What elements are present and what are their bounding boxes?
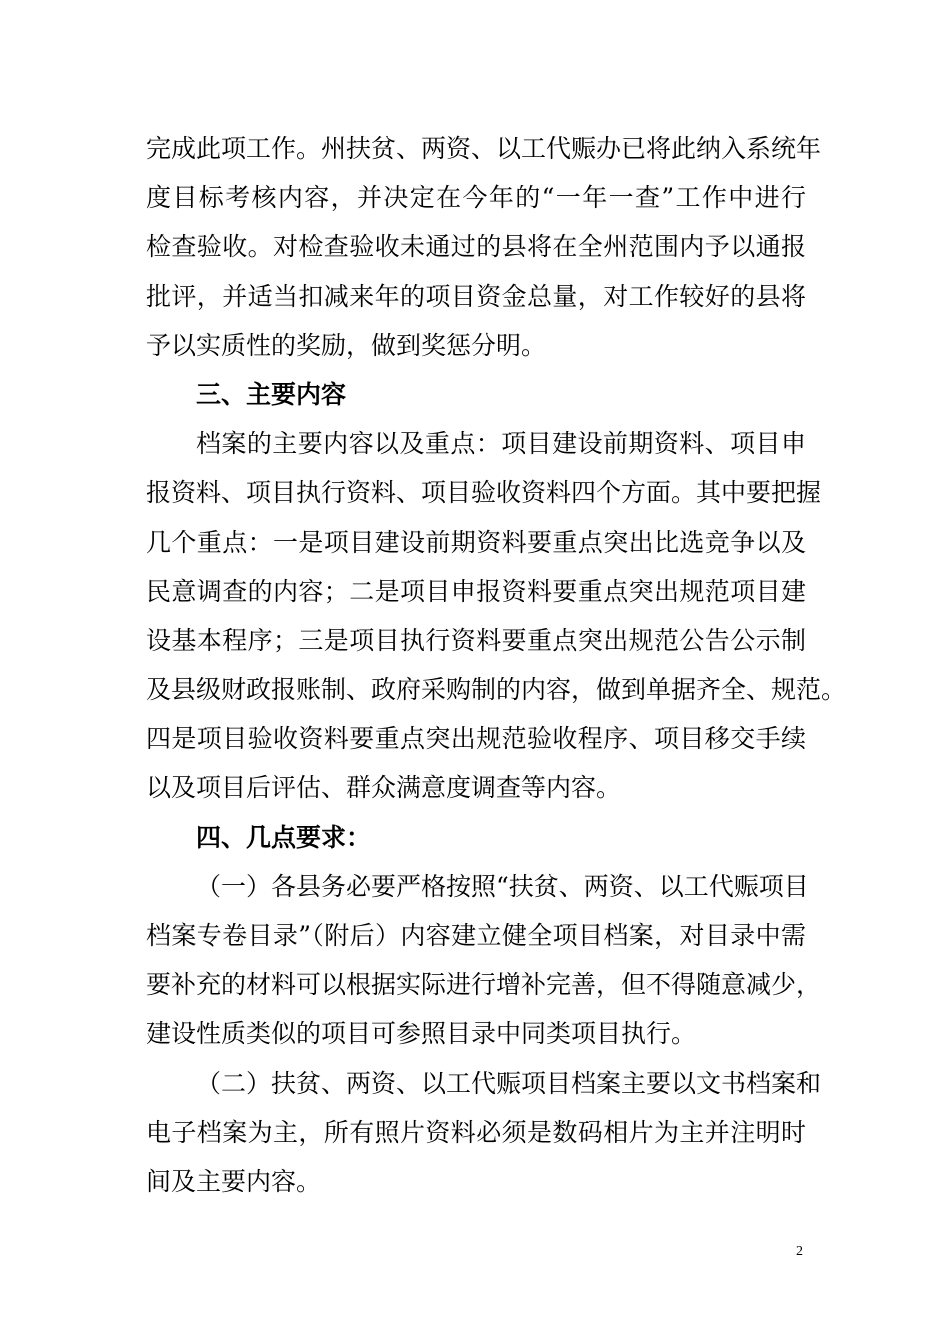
body-line-12: 及县级财政报账制、政府采购制的内容，做到单据齐全、规范。: [146, 675, 847, 705]
body-line-7: 档案的主要内容以及重点：项目建设前期资料、项目申: [196, 429, 806, 459]
body-line-18: 要补充的材料可以根据实际进行增补完善，但不得随意减少，: [146, 970, 822, 1000]
body-line-11: 设基本程序；三是项目执行资料要重点突出规范公告公示制: [146, 625, 806, 655]
body-line-2: 度目标考核内容，并决定在今年的“一年一查”工作中进行: [146, 183, 806, 213]
body-line-20: （二）扶贫、两资、以工代赈项目档案主要以文书档案和: [196, 1068, 822, 1098]
body-line-17: 档案专卷目录”（附后）内容建立健全项目档案，对目录中需: [146, 921, 806, 950]
body-line-8: 报资料、项目执行资料、项目验收资料四个方面。其中要把握: [146, 478, 822, 508]
body-line-21: 电子档案为主，所有照片资料必须是数码相片为主并注明时: [146, 1117, 806, 1147]
body-line-4: 批评，并适当扣减来年的项目资金总量，对工作较好的县将: [146, 281, 806, 311]
section-heading-requirements: 四、几点要求：: [196, 822, 372, 852]
page-number: 2: [796, 1244, 803, 1259]
section-heading-main-content: 三、主要内容: [196, 379, 347, 409]
body-line-5: 予以实质性的奖励，做到奖惩分明。: [146, 330, 547, 360]
body-line-14: 以及项目后评估、群众满意度调查等内容。: [146, 773, 622, 803]
body-line-19: 建设性质类似的项目可参照目录中同类项目执行。: [146, 1019, 697, 1049]
body-line-13: 四是项目验收资料要重点突出规范验收程序、项目移交手续: [146, 724, 806, 754]
body-line-1: 完成此项工作。州扶贫、两资、以工代赈办已将此纳入系统年: [146, 134, 822, 163]
body-line-9: 几个重点：一是项目建设前期资料要重点突出比选竞争以及: [146, 527, 806, 557]
body-line-22: 间及主要内容。: [146, 1166, 322, 1196]
body-line-10: 民意调查的内容；二是项目申报资料要重点突出规范项目建: [146, 576, 806, 606]
body-line-3: 检查验收。对检查验收未通过的县将在全州范围内予以通报: [146, 232, 806, 262]
body-line-16: （一）各县务必要严格按照“扶贫、两资、以工代赈项目: [196, 871, 809, 901]
document-body: [146, 124, 847, 1206]
